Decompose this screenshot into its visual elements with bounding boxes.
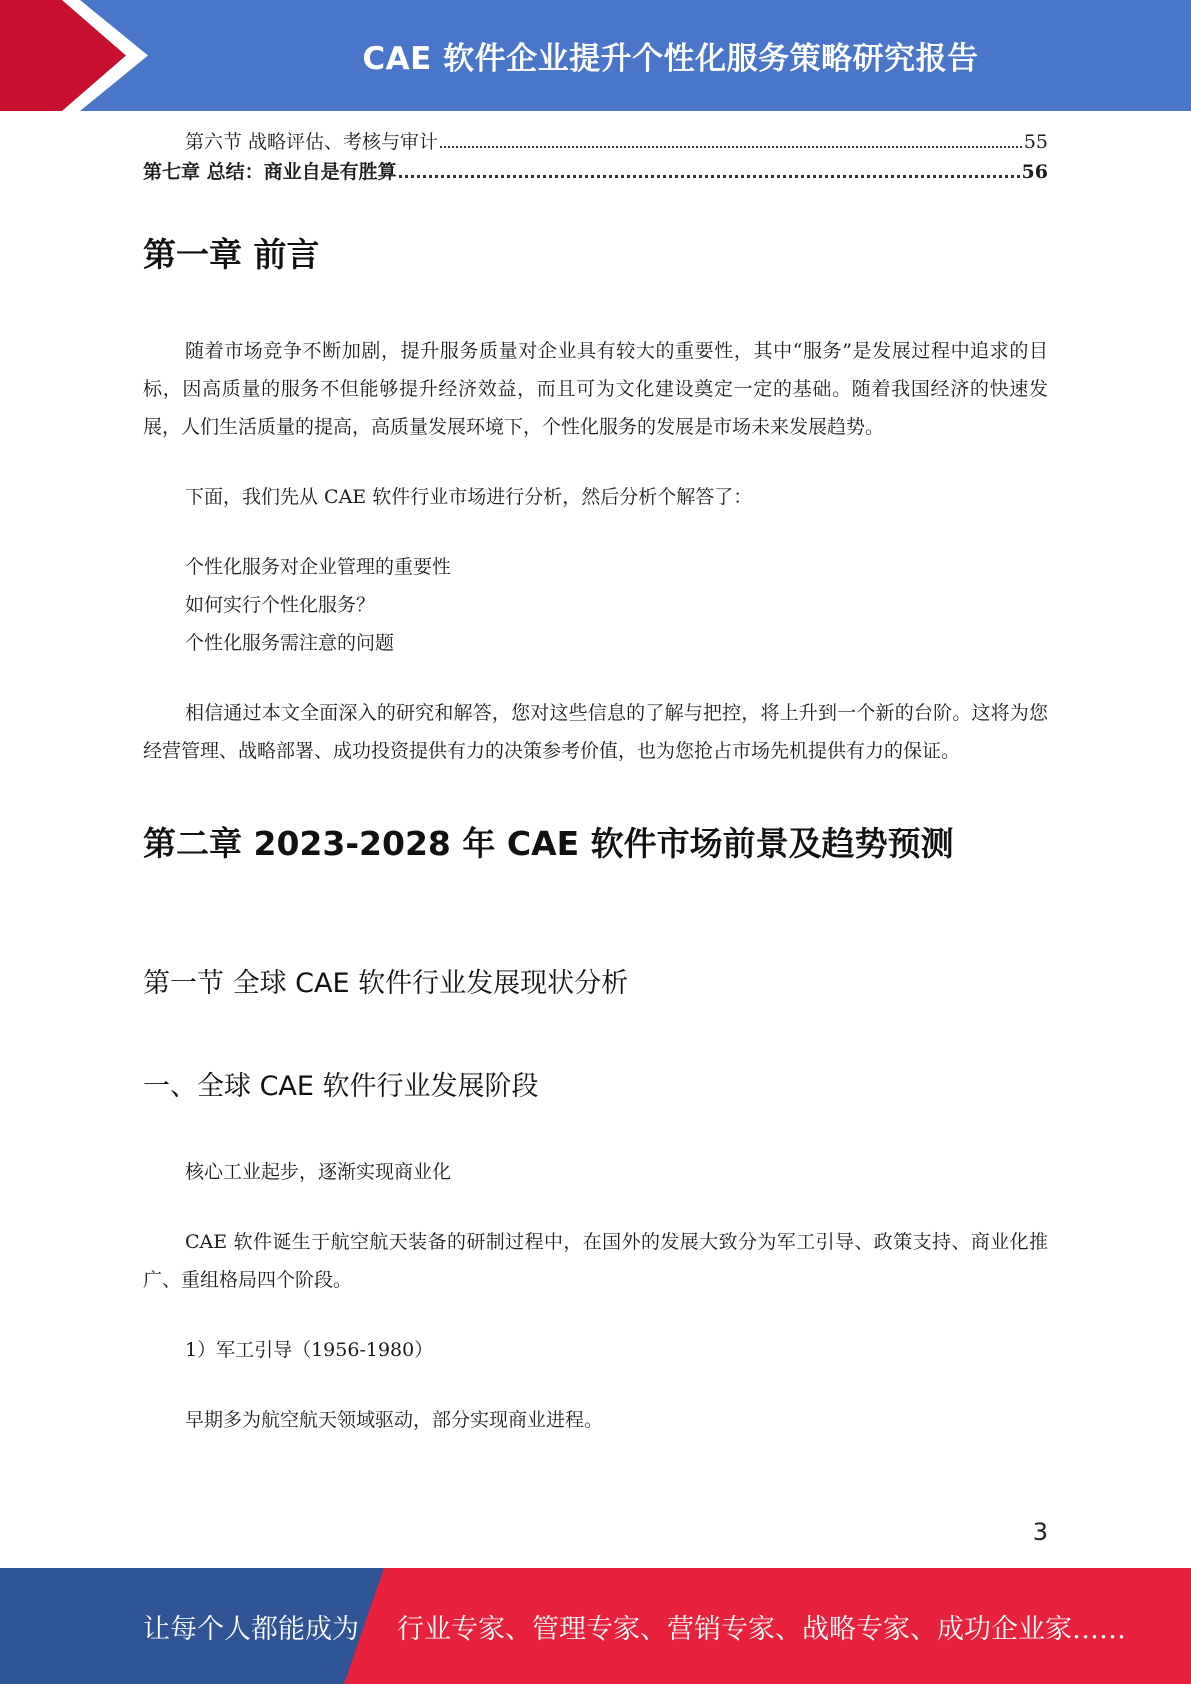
- toc-entry-page: 55: [1023, 131, 1048, 153]
- report-title: CAE 软件企业提升个性化服务策略研究报告: [362, 41, 979, 77]
- toc-entry-label: 第七章 总结：商业自是有胜算: [143, 161, 397, 183]
- list-item: 个性化服务需注意的问题: [185, 632, 395, 654]
- list-item: 如何实行个性化服务？: [185, 594, 376, 616]
- toc-dot-leader: [440, 146, 1022, 148]
- paragraph: 早期多为航空航天领域驱动，部分实现商业进程。: [185, 1409, 604, 1431]
- paragraph: 随着市场竞争不断加剧，提升服务质量对企业具有较大的重要性，其中“服务”是发展过程中追求的目标，因高质量的服务不但能够提升经济效益，而且可为文化建设奠定一定的基础。随着我国经济的快速发展，人们生活质量的提高，高质量发展环境下，个性化服务的发展是市场未来发展趋势。: [143, 340, 1048, 438]
- list-item: 个性化服务对企业管理的重要性: [185, 556, 452, 578]
- chapter-heading: 第二章 2023-2028 年 CAE 软件市场前景及趋势预测: [143, 824, 954, 863]
- section-heading: 第一节 全球 CAE 软件行业发展现状分析: [143, 968, 629, 999]
- paragraph: 下面，我们先从 CAE 软件行业市场进行分析，然后分析个解答了：: [185, 486, 753, 508]
- subsection-heading: 一、全球 CAE 软件行业发展阶段: [143, 1071, 539, 1102]
- toc-dot-leader: [399, 175, 1020, 178]
- page-number: 3: [1032, 1518, 1048, 1546]
- paragraph: CAE 软件诞生于航空航天装备的研制过程中，在国外的发展大致分为军工引导、政策支持、商业化推广、重组格局四个阶段。: [143, 1231, 1048, 1291]
- toc-entry[interactable]: [143, 127, 1048, 157]
- header-arrow-decoration: [0, 0, 160, 111]
- paragraph: 1）军工引导（1956-1980）: [185, 1339, 434, 1361]
- paragraph: 相信通过本文全面深入的研究和解答，您对这些信息的了解与把控，将上升到一个新的台阶。这将为您经营管理、战略部署、成功投资提供有力的决策参考价值，也为您抢占市场先机提供有力的保证。: [143, 702, 1048, 762]
- chapter-heading: 第一章 前言: [143, 235, 320, 274]
- paragraph: 核心工业起步，逐渐实现商业化: [185, 1161, 452, 1183]
- toc-entry-label: 第六节 战略评估、考核与审计: [185, 131, 439, 153]
- footer-slogan-right: 行业专家、管理专家、营销专家、战略专家、成功企业家……: [397, 1613, 1126, 1645]
- page-header: [0, 0, 1191, 111]
- page-footer: [0, 1568, 1191, 1684]
- footer-slogan-left: 让每个人都能成为: [143, 1613, 359, 1645]
- toc-entry[interactable]: [143, 157, 1048, 187]
- toc-entry-page: 56: [1021, 161, 1048, 183]
- page-content: [143, 111, 1048, 1439]
